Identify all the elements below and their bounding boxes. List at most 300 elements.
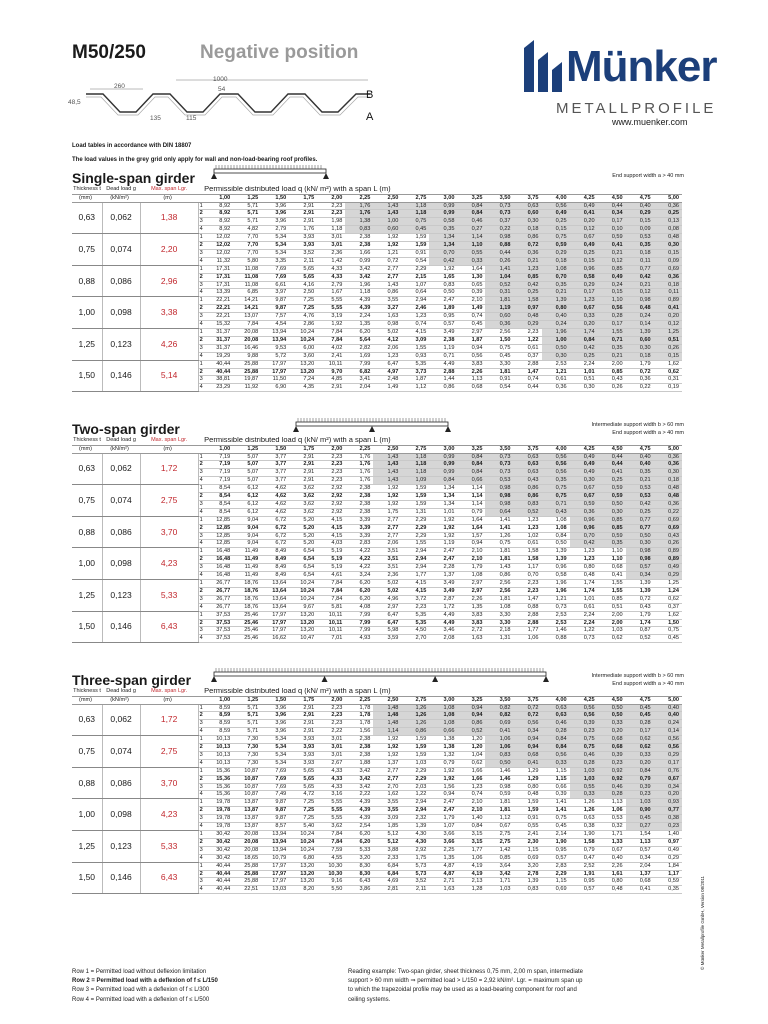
load-value: 0,93 <box>401 352 429 360</box>
load-value: 0,71 <box>542 500 570 508</box>
load-value: 0,90 <box>626 807 654 815</box>
load-value: 2,75 <box>485 838 513 846</box>
load-value: 0,27 <box>626 823 654 831</box>
load-value: 3,35 <box>261 257 289 265</box>
load-table <box>72 186 682 392</box>
max-span-value: 1,38 <box>140 202 198 234</box>
load-value: 0,56 <box>654 736 682 744</box>
load-value: 2,77 <box>373 273 401 281</box>
load-value: 0,80 <box>598 878 626 886</box>
load-value: 5,02 <box>373 580 401 588</box>
span-header: 4,25 <box>570 445 598 453</box>
load-value: 22,21 <box>205 313 233 321</box>
load-value: 1,81 <box>485 595 513 603</box>
load-value: 1,66 <box>457 767 485 775</box>
load-value: 2,47 <box>429 297 457 305</box>
table-row <box>72 453 682 461</box>
load-value: 1,43 <box>485 564 513 572</box>
load-value: 2,23 <box>514 580 542 588</box>
load-value: 1,15 <box>514 846 542 854</box>
load-value: 8,54 <box>205 508 233 516</box>
load-value: 19,78 <box>205 815 233 823</box>
load-value: 0,18 <box>654 477 682 485</box>
load-value: 1,55 <box>598 587 626 595</box>
load-value: 0,45 <box>626 712 654 720</box>
load-value: 4,39 <box>345 305 373 313</box>
row-number: 3 <box>198 281 205 289</box>
span-header: 3,00 <box>429 696 457 704</box>
load-value: 0,75 <box>542 485 570 493</box>
load-value: 13,64 <box>261 603 289 611</box>
max-span-value: 2,75 <box>140 485 198 517</box>
load-value: 3,46 <box>429 627 457 635</box>
load-value: 13,64 <box>261 595 289 603</box>
thickness-value: 0,75 <box>72 736 102 768</box>
load-value: 13,94 <box>261 329 289 337</box>
max-span-value: 3,70 <box>140 516 198 548</box>
load-value: 1,92 <box>429 532 457 540</box>
row-legend-2: Row 2 = Permitted load with a deflexion of f ≤ L/150 <box>72 978 218 985</box>
load-value: 0,66 <box>542 783 570 791</box>
load-value: 1,06 <box>485 736 513 744</box>
load-value: 5,65 <box>289 265 317 273</box>
load-value: 6,90 <box>261 384 289 392</box>
load-value: 0,71 <box>429 352 457 360</box>
load-value: 0,09 <box>626 226 654 234</box>
load-value: 1,58 <box>514 297 542 305</box>
load-value: 2,38 <box>345 508 373 516</box>
load-value: 0,84 <box>457 823 485 831</box>
load-value: 1,59 <box>401 744 429 752</box>
girder-sketch <box>210 666 550 686</box>
load-value: 0,30 <box>598 508 626 516</box>
load-value: 0,77 <box>626 516 654 524</box>
load-value: 1,39 <box>542 556 570 564</box>
load-value: 1,96 <box>542 329 570 337</box>
load-value: 1,06 <box>598 807 626 815</box>
thickness-value: 1,25 <box>72 329 102 361</box>
load-value: 0,41 <box>514 759 542 767</box>
load-value: 0,56 <box>542 469 570 477</box>
load-value: 1,03 <box>570 775 598 783</box>
load-value: 0,94 <box>457 704 485 712</box>
load-value: 2,79 <box>317 281 345 289</box>
thickness-value: 1,50 <box>72 611 102 643</box>
dead-load-value: 0,086 <box>102 767 140 799</box>
load-value: 6,54 <box>289 564 317 572</box>
load-value: 1,55 <box>401 344 429 352</box>
load-value: 6,84 <box>373 862 401 870</box>
load-value: 0,22 <box>485 226 513 234</box>
load-value: 0,73 <box>485 453 513 461</box>
load-value: 5,20 <box>289 540 317 548</box>
load-value: 0,25 <box>542 218 570 226</box>
load-value: 13,64 <box>261 587 289 595</box>
support-icon <box>432 676 438 682</box>
load-value: 0,49 <box>570 469 598 477</box>
load-value: 1,59 <box>401 500 429 508</box>
dead-load-value: 0,123 <box>102 831 140 863</box>
row-number: 1 <box>198 360 205 368</box>
load-value: 0,91 <box>401 249 429 257</box>
load-value: 2,56 <box>485 580 513 588</box>
load-value: 3,42 <box>345 767 373 775</box>
load-table <box>72 688 682 894</box>
load-value: 10,13 <box>205 744 233 752</box>
load-value: 1,00 <box>373 218 401 226</box>
load-value: 0,84 <box>457 453 485 461</box>
load-value: 3,83 <box>457 360 485 368</box>
load-value: 7,99 <box>345 360 373 368</box>
load-value: 1,21 <box>542 595 570 603</box>
row-number: 1 <box>198 548 205 556</box>
support-icon <box>369 426 375 432</box>
load-value: 1,24 <box>654 587 682 595</box>
load-value: 0,40 <box>654 712 682 720</box>
span-header: 2,50 <box>373 445 401 453</box>
load-value: 1,48 <box>373 712 401 720</box>
load-value: 0,86 <box>514 234 542 242</box>
load-value: 0,82 <box>485 712 513 720</box>
load-value: 0,98 <box>485 485 513 493</box>
load-value: 1,81 <box>485 297 513 305</box>
load-value: 16,48 <box>205 564 233 572</box>
load-value: 0,59 <box>485 791 513 799</box>
brand-url[interactable]: www.muenker.com <box>612 117 688 127</box>
load-value: 0,21 <box>514 257 542 265</box>
load-value: 1,00 <box>542 336 570 344</box>
load-value: 2,00 <box>598 619 626 627</box>
load-value: 0,39 <box>570 720 598 728</box>
load-value: 1,81 <box>485 799 513 807</box>
load-value: 8,20 <box>289 886 317 894</box>
load-value: 1,13 <box>598 799 626 807</box>
load-value: 13,94 <box>261 846 289 854</box>
load-value: 5,02 <box>373 329 401 337</box>
load-value: 1,81 <box>485 807 513 815</box>
load-value: 0,62 <box>654 368 682 376</box>
load-value: 0,68 <box>598 744 626 752</box>
load-value: 1,56 <box>345 728 373 736</box>
load-value: 4,39 <box>345 815 373 823</box>
load-value: 0,89 <box>654 556 682 564</box>
load-value: 3,51 <box>373 548 401 556</box>
load-value: 0,68 <box>457 384 485 392</box>
profile-left-dim: 260 <box>114 83 125 90</box>
load-value: 10,13 <box>205 759 233 767</box>
load-value: 0,20 <box>598 728 626 736</box>
load-value: 7,25 <box>289 815 317 823</box>
thickness-value: 0,63 <box>72 453 102 485</box>
load-value: 0,79 <box>570 846 598 854</box>
load-value: 0,45 <box>626 704 654 712</box>
load-value: 0,34 <box>626 572 654 580</box>
load-value: 2,91 <box>289 477 317 485</box>
load-value: 0,29 <box>654 572 682 580</box>
load-value: 2,47 <box>429 807 457 815</box>
load-value: 8,92 <box>205 210 233 218</box>
load-value: 0,30 <box>542 352 570 360</box>
max-span-header: Max. span Lgr. <box>140 688 198 696</box>
load-value: 25,46 <box>233 619 261 627</box>
load-value: 0,35 <box>542 281 570 289</box>
load-value: 31,37 <box>205 336 233 344</box>
load-value: 1,78 <box>345 720 373 728</box>
load-value: 2,10 <box>457 297 485 305</box>
load-value: 1,23 <box>401 313 429 321</box>
row-number: 1 <box>198 611 205 619</box>
load-value: 1,61 <box>598 870 626 878</box>
max-span-value: 1,72 <box>140 453 198 485</box>
span-header: 4,25 <box>570 194 598 202</box>
load-value: 1,23 <box>514 524 542 532</box>
table-row <box>72 202 682 210</box>
load-value: 2,92 <box>317 493 345 501</box>
load-value: 1,09 <box>401 477 429 485</box>
load-value: 1,07 <box>429 823 457 831</box>
load-value: 2,33 <box>373 854 401 862</box>
load-value: 6,12 <box>233 485 261 493</box>
load-value: 2,28 <box>429 564 457 572</box>
load-value: 0,74 <box>457 313 485 321</box>
load-value: 0,36 <box>654 273 682 281</box>
load-value: 7,84 <box>317 838 345 846</box>
load-value: 0,58 <box>570 273 598 281</box>
load-value: 2,94 <box>401 556 429 564</box>
load-value: 12,85 <box>205 532 233 540</box>
load-value: 0,85 <box>598 265 626 273</box>
load-value: 16,48 <box>205 556 233 564</box>
load-value: 3,77 <box>261 477 289 485</box>
load-value: 5,65 <box>289 783 317 791</box>
load-value: 10,24 <box>289 846 317 854</box>
load-value: 3,96 <box>261 202 289 210</box>
load-value: 4,22 <box>345 548 373 556</box>
load-value: 0,48 <box>514 791 542 799</box>
load-value: 8,59 <box>205 720 233 728</box>
row-number: 1 <box>198 799 205 807</box>
load-value: 2,91 <box>289 453 317 461</box>
load-value: 1,66 <box>345 249 373 257</box>
load-value: 0,73 <box>485 202 513 210</box>
load-value: 2,24 <box>570 611 598 619</box>
load-value: 0,22 <box>626 384 654 392</box>
load-value: 0,92 <box>598 775 626 783</box>
load-value: 1,48 <box>373 704 401 712</box>
load-value: 25,88 <box>233 878 261 886</box>
load-value: 5,07 <box>233 453 261 461</box>
load-value: 0,63 <box>570 815 598 823</box>
load-value: 2,88 <box>514 619 542 627</box>
thickness-value: 1,25 <box>72 580 102 612</box>
load-value: 1,76 <box>289 226 317 234</box>
load-value: 15,32 <box>205 321 233 329</box>
load-value: 2,86 <box>289 321 317 329</box>
load-value: 13,94 <box>261 336 289 344</box>
load-value: 0,48 <box>514 313 542 321</box>
load-value: 40,44 <box>205 878 233 886</box>
load-value: 1,39 <box>626 580 654 588</box>
load-value: 3,16 <box>317 791 345 799</box>
load-value: 12,85 <box>205 540 233 548</box>
load-value: 0,44 <box>598 202 626 210</box>
load-value: 1,35 <box>429 854 457 862</box>
load-value: 6,20 <box>345 580 373 588</box>
load-value: 0,63 <box>514 469 542 477</box>
load-value: 0,86 <box>514 493 542 501</box>
load-value: 5,40 <box>289 823 317 831</box>
thickness-value: 1,00 <box>72 297 102 329</box>
load-value: 0,49 <box>654 564 682 572</box>
load-value: 4,85 <box>317 376 345 384</box>
load-value: 2,38 <box>345 500 373 508</box>
load-value: 0,94 <box>514 744 542 752</box>
load-value: 3,60 <box>289 352 317 360</box>
dead-load-value: 0,146 <box>102 862 140 894</box>
load-value: 0,37 <box>514 352 542 360</box>
load-value: 0,48 <box>654 493 682 501</box>
load-value: 0,26 <box>654 344 682 352</box>
load-value: 1,34 <box>429 493 457 501</box>
load-value: 4,33 <box>317 767 345 775</box>
load-value: 3,83 <box>457 619 485 627</box>
load-value: 13,20 <box>289 360 317 368</box>
brand-subtitle: METALLPROFILE <box>556 100 717 117</box>
load-value: 2,36 <box>373 572 401 580</box>
load-value: 14,21 <box>233 305 261 313</box>
load-value: 1,33 <box>598 838 626 846</box>
load-value: 0,15 <box>570 257 598 265</box>
load-value: 1,18 <box>317 226 345 234</box>
load-value: 2,48 <box>373 376 401 384</box>
load-value: 1,62 <box>654 360 682 368</box>
load-value: 1,08 <box>429 704 457 712</box>
load-value: 5,20 <box>289 532 317 540</box>
load-value: 4,62 <box>261 500 289 508</box>
load-value: 13,20 <box>289 619 317 627</box>
row-number: 2 <box>198 305 205 313</box>
load-value: 3,96 <box>261 210 289 218</box>
row-number: 2 <box>198 524 205 532</box>
load-value: 10,47 <box>289 635 317 643</box>
load-value: 0,98 <box>485 493 513 501</box>
max-span-value: 2,20 <box>140 234 198 266</box>
load-value: 2,18 <box>485 627 513 635</box>
row-number: 3 <box>198 627 205 635</box>
span-header: 3,75 <box>514 445 542 453</box>
load-value: 5,71 <box>233 704 261 712</box>
load-value: 2,00 <box>598 611 626 619</box>
load-value: 0,24 <box>626 313 654 321</box>
load-value: 7,24 <box>289 376 317 384</box>
row-number: 1 <box>198 297 205 305</box>
load-value: 2,52 <box>570 862 598 870</box>
load-value: 1,37 <box>429 572 457 580</box>
load-value: 9,67 <box>289 603 317 611</box>
load-value: 2,83 <box>345 540 373 548</box>
row-number: 3 <box>198 595 205 603</box>
load-value: 11,92 <box>233 384 261 392</box>
load-value: 6,47 <box>373 619 401 627</box>
load-value: 8,59 <box>205 704 233 712</box>
dead-load-value: 0,098 <box>102 548 140 580</box>
table-row <box>72 704 682 712</box>
load-value: 0,30 <box>654 242 682 250</box>
load-value: 3,55 <box>373 799 401 807</box>
load-value: 1,18 <box>401 210 429 218</box>
load-value: 1,37 <box>626 870 654 878</box>
load-value: 3,42 <box>345 783 373 791</box>
load-value: 0,73 <box>485 469 513 477</box>
load-value: 1,08 <box>429 712 457 720</box>
load-value: 1,44 <box>429 376 457 384</box>
load-value: 37,53 <box>205 627 233 635</box>
load-value: 1,79 <box>429 815 457 823</box>
load-value: 0,56 <box>570 712 598 720</box>
load-value: 2,38 <box>345 493 373 501</box>
load-value: 0,56 <box>514 720 542 728</box>
load-value: 10,11 <box>317 611 345 619</box>
load-value: 0,33 <box>570 791 598 799</box>
load-value: 0,70 <box>514 572 542 580</box>
load-value: 8,54 <box>205 485 233 493</box>
thickness-value: 1,00 <box>72 548 102 580</box>
load-value: 13,20 <box>289 368 317 376</box>
load-value: 8,92 <box>205 226 233 234</box>
load-value: 2,88 <box>514 611 542 619</box>
load-value: 2,23 <box>317 469 345 477</box>
load-value: 0,41 <box>485 728 513 736</box>
load-value: 0,49 <box>598 273 626 281</box>
load-value: 6,20 <box>345 838 373 846</box>
load-value: 0,25 <box>570 352 598 360</box>
load-value: 6,54 <box>289 548 317 556</box>
load-value: 1,14 <box>457 493 485 501</box>
load-value: 0,56 <box>654 744 682 752</box>
load-value: 1,39 <box>626 329 654 337</box>
load-value: 5,65 <box>289 775 317 783</box>
load-value: 0,33 <box>626 751 654 759</box>
load-value: 5,34 <box>261 234 289 242</box>
load-value: 1,08 <box>542 516 570 524</box>
load-value: 10,30 <box>317 870 345 878</box>
load-value: 1,21 <box>373 249 401 257</box>
load-value: 2,91 <box>289 720 317 728</box>
load-value: 17,97 <box>261 611 289 619</box>
load-value: 0,50 <box>598 704 626 712</box>
load-value: 4,62 <box>261 508 289 516</box>
load-value: 1,92 <box>373 493 401 501</box>
support-line: Intermediate support width b > 60 mm <box>591 422 684 428</box>
load-value: 1,14 <box>457 500 485 508</box>
load-value: 0,54 <box>485 384 513 392</box>
load-value: 3,72 <box>401 595 429 603</box>
load-value: 1,96 <box>345 281 373 289</box>
load-value: 3,59 <box>373 635 401 643</box>
load-value: 1,76 <box>345 461 373 469</box>
load-value: 9,87 <box>261 807 289 815</box>
load-value: 10,11 <box>317 619 345 627</box>
load-value: 0,57 <box>626 846 654 854</box>
load-value: 1,15 <box>542 767 570 775</box>
load-value: 1,15 <box>542 878 570 886</box>
load-value: 0,77 <box>626 265 654 273</box>
reading-example: Reading example: Two-span girder, sheet thickness 0,75 mm, 2,00 m span, intermediate support > 60 mm width ⇒ permitted load > L/150 = 2,92 kN/m². Lgr. = maximum span up to which the trapezoidal profile may be used as a load-bearing component for roof and ceiling systems. <box>348 969 584 1003</box>
load-value: 3,96 <box>261 720 289 728</box>
load-value: 0,98 <box>626 297 654 305</box>
load-value: 0,21 <box>626 477 654 485</box>
load-value: 1,46 <box>542 627 570 635</box>
